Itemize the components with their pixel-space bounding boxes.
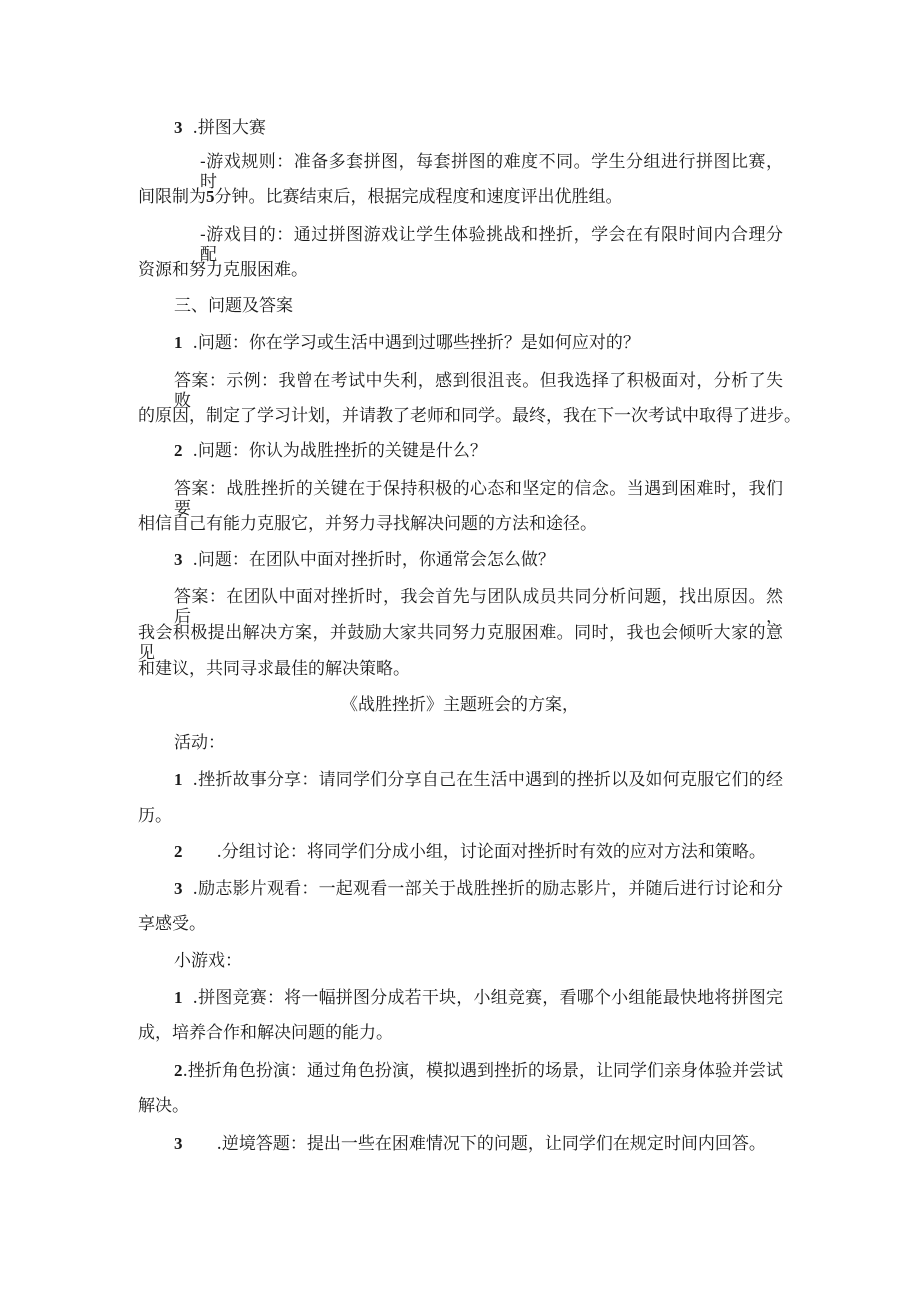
item-number: 3 [174, 118, 183, 137]
activity-label: 活动： [174, 733, 225, 753]
answer-3-line-3: 和建议，共同寻求最佳的解决策略。 [138, 659, 410, 679]
answer-2-line-1: 答案：战胜挫折的关键在于保持积极的心态和坚定的信念。当遇到困难时，我们要 [174, 479, 783, 519]
activity-1-line-1: 1 .挫折故事分享：请同学们分享自己在生活中遇到的挫折以及如何克服它们的经 [174, 770, 783, 790]
game-rule-line-2: 间限制为5分钟。比赛结束后，根据完成程度和速度评出优胜组。 [138, 187, 623, 207]
activity-2: 2 .分组讨论：将同学们分成小组，讨论面对挫折时有效的应对方法和策略。 [174, 842, 766, 862]
answer-3-line-1: 答案：在团队中面对挫折时，我会首先与团队成员共同分析问题，找出原因。然后， [174, 587, 783, 627]
game-3: 3 .逆境答题：提出一些在困难情况下的问题，让同学们在规定时间内回答。 [174, 1134, 766, 1154]
plan-title: 《战胜挫折》主题班会的方案， [341, 695, 579, 715]
answer-1-line-1: 答案：示例：我曾在考试中失利，感到很沮丧。但我选择了积极面对，分析了失败 [174, 371, 783, 411]
game-goal-line-1: -游戏目的：通过拼图游戏让学生体验挑战和挫折，学会在有限时间内合理分配 [200, 225, 783, 265]
answer-1-line-2: 的原因，制定了学习计划，并请教了老师和同学。最终，我在下一次考试中取得了进步。 [138, 406, 801, 426]
question-1: 1 .问题：你在学习或生活中遇到过哪些挫折？是如何应对的？ [174, 333, 640, 353]
section-heading-qa: 三、问题及答案 [174, 296, 293, 316]
answer-3-line-2: 我会积极提出解决方案，并鼓励大家共同努力克服困难。同时，我也会倾听大家的意见 [138, 623, 783, 663]
game-1-line-1: 1 .拼图竞赛：将一幅拼图分成若干块，小组竞赛，看哪个小组能最快地将拼图完 [174, 988, 783, 1008]
game-1-line-2: 成，培养合作和解决问题的能力。 [138, 1023, 393, 1043]
question-2: 2 .问题：你认为战胜挫折的关键是什么？ [174, 441, 487, 461]
game-2-line-1: 2.挫折角色扮演：通过角色扮演，模拟遇到挫折的场景，让同学们亲身体验并尝试 [174, 1061, 783, 1081]
section-heading-puzzle [174, 118, 266, 138]
heading-text: .拼图大赛 [192, 118, 266, 138]
mini-game-label: 小游戏： [174, 951, 242, 971]
activity-3-line-1: 3 .励志影片观看：一起观看一部关于战胜挫折的励志影片，并随后进行讨论和分 [174, 879, 783, 899]
question-3: 3 .问题：在团队中面对挫折时，你通常会怎么做？ [174, 550, 555, 570]
answer-2-line-2: 相信自己有能力克服它，并努力寻找解决问题的方法和途径。 [138, 514, 597, 534]
game-goal-line-2: 资源和努力克服困难。 [138, 260, 308, 280]
game-2-line-2: 解决。 [138, 1096, 189, 1116]
game-rule-line-1: -游戏规则：准备多套拼图，每套拼图的难度不同。学生分组进行拼图比赛，时 [200, 152, 783, 192]
activity-3-line-2: 享感受。 [138, 914, 206, 934]
activity-1-line-2: 历。 [138, 806, 172, 826]
